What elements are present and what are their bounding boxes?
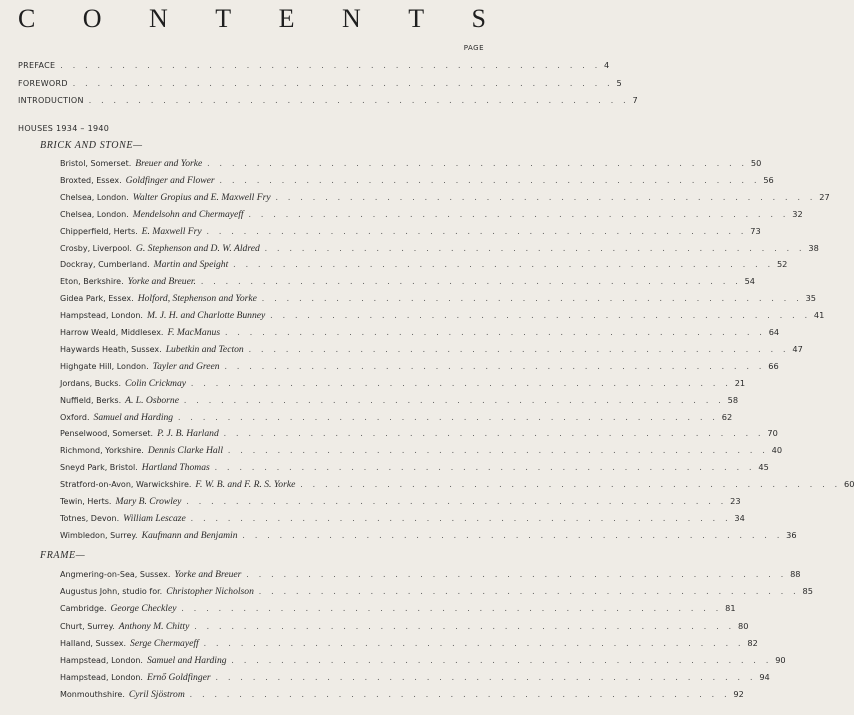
entry-place: Churt, Surrey. — [60, 621, 115, 631]
page-number: 47 — [792, 343, 803, 354]
entry-architect: Anthony M. Chitty — [118, 620, 190, 632]
page-number: 54 — [744, 276, 756, 287]
entry-architect: Kaufmann and Benjamin — [141, 529, 238, 541]
entry-place: Wimbledon, Surrey. — [60, 530, 138, 540]
page-number: 62 — [721, 411, 733, 422]
entry-architect: M. J. H. and Charlotte Bunney — [146, 310, 266, 322]
entry-place: Harrow Weald, Middlesex. — [60, 328, 164, 337]
entry-architect: G. Stephenson and D. W. Aldred — [135, 242, 260, 254]
entry-place: Chipperfield, Herts. — [60, 226, 138, 236]
entry-place: Hampstead, London. — [60, 311, 143, 321]
entry-architect: William Lescaze — [123, 512, 186, 524]
leader-dots: . . . . . . . . . . . . . . . . . . . . . . . . . . . . . . . . . . . . . . . . . . . . — [247, 345, 789, 354]
leader-dots: . . . . . . . . . . . . . . . . . . . . . . . . . . . . . . . . . . . . . . . . . . . . — [299, 481, 841, 490]
entry-architect: Serge Chermayeff — [130, 637, 199, 649]
page-number: 80 — [737, 620, 749, 631]
contents-entry — [60, 601, 736, 615]
page-number: 73 — [750, 225, 761, 236]
contents-entry — [60, 443, 783, 457]
entry-architect: Hartland Thomas — [141, 462, 210, 474]
contents-entry — [60, 670, 770, 684]
page-number: 5 — [616, 77, 623, 88]
contents-entry — [60, 342, 803, 356]
title-letter: T — [215, 4, 232, 33]
entry-architect: E. Maxwell Fry — [141, 225, 202, 237]
houses-heading: HOUSES 1934 – 1940 — [18, 124, 110, 133]
page-number: 41 — [813, 310, 825, 321]
contents-entry — [60, 308, 825, 322]
contents-entry — [60, 376, 746, 390]
entry-architect: Samuel and Harding — [93, 411, 174, 423]
entry-place: Richmond, Yorkshire. — [60, 446, 144, 456]
entry-architect: Tayler and Green — [152, 360, 220, 372]
page-number: 70 — [767, 428, 778, 439]
leader-dots: . . . . . . . . . . . . . . . . . . . . . . . . . . . . . . . . . . . . . . . . . . . . — [206, 160, 747, 168]
page-number: 56 — [763, 174, 774, 185]
entry-architect: Samuel and Harding — [146, 655, 227, 666]
page-number: 85 — [802, 586, 813, 597]
entry-place: Bristol, Somerset. — [60, 159, 132, 168]
contents-entry — [60, 224, 761, 238]
front-matter-row — [18, 76, 623, 90]
page-number: 64 — [768, 327, 780, 337]
entry-place: Augustus John, studio for. — [60, 587, 163, 597]
title-letter: T — [408, 4, 425, 33]
leader-dots: . . . . . . . . . . . . . . . . . . . . . . . . . . . . . . . . . . . . . . . . . . . . — [274, 193, 816, 202]
entry-place: Highgate Hill, London. — [60, 361, 149, 371]
page-number: 34 — [734, 512, 745, 523]
front-matter-label: INTRODUCTION — [18, 96, 84, 105]
leader-dots: . . . . . . . . . . . . . . . . . . . . . . . . . . . . . . . . . . . . . . . . . . . . — [245, 571, 787, 579]
contents-entry — [60, 460, 769, 474]
front-matter-label: PREFACE — [18, 61, 56, 70]
front-matter-row — [18, 93, 638, 107]
entry-architect: Goldfinger and Flower — [125, 174, 215, 186]
leader-dots: . . . . . . . . . . . . . . . . . . . . . . . . . . . . . . . . . . . . . . . . . . . . — [188, 691, 730, 700]
contents-entry — [60, 257, 788, 271]
leader-dots: . . . . . . . . . . . . . . . . . . . . . . . . . . . . . . . . . . . . . . . . . . . . — [260, 295, 802, 304]
entry-place: Tewin, Herts. — [60, 497, 112, 506]
contents-entry — [60, 190, 830, 204]
leader-dots: . . . . . . . . . . . . . . . . . . . . . . . . . . . . . . . . . . . . . . . . . . . . — [223, 362, 765, 371]
entry-architect: Dennis Clarke Hall — [147, 445, 224, 457]
leader-dots: . . . . . . . . . . . . . . . . . . . . . . . . . . . . . . . . . . . . . . . . . . . . — [193, 622, 734, 631]
entry-place: Chelsea, London. — [60, 192, 129, 202]
page-number: 38 — [808, 242, 819, 253]
contents-entry — [60, 393, 739, 407]
entry-place: Totnes, Devon. — [60, 513, 120, 523]
entry-place: Haywards Heath, Sussex. — [60, 344, 162, 354]
page-number: 94 — [759, 672, 770, 683]
page-number: 45 — [758, 462, 769, 473]
leader-dots: . . . . . . . . . . . . . . . . . . . . . . . . . . . . . . . . . . . . . . . . . . . . — [214, 674, 756, 683]
contents-entry — [60, 636, 758, 650]
page-number: 90 — [775, 655, 786, 665]
entry-place: Stratford-on-Avon, Warwickshire. — [60, 480, 192, 490]
title-letter: N — [341, 4, 361, 33]
page-number: 36 — [786, 529, 797, 540]
leader-dots: . . . . . . . . . . . . . . . . . . . . . . . . . . . . . . . . . . . . . . . . . . . . — [59, 62, 601, 70]
page-number: 7 — [632, 95, 638, 105]
leader-dots: . . . . . . . . . . . . . . . . . . . . . . . . . . . . . . . . . . . . . . . . . . . . — [189, 514, 731, 523]
entry-place: Crosby, Liverpool. — [60, 243, 132, 253]
contents-entry — [60, 477, 854, 491]
title-letter: N — [149, 4, 168, 33]
brick-and-stone-heading: BRICK AND STONE— — [40, 140, 143, 151]
contents-entry — [60, 291, 816, 305]
page-number: 58 — [727, 394, 739, 405]
page-number: 35 — [805, 293, 816, 304]
entry-architect: Breuer and Yorke — [135, 158, 203, 169]
entry-architect: Christopher Nicholson — [166, 586, 254, 598]
entry-architect: Holford, Stephenson and Yorke — [137, 293, 257, 305]
page-title — [18, 4, 486, 34]
page-number: 81 — [725, 603, 736, 614]
frame-heading: FRAME— — [40, 550, 86, 561]
entry-place: Halland, Sussex. — [60, 638, 127, 648]
leader-dots: . . . . . . . . . . . . . . . . . . . . . . . . . . . . . . . . . . . . . . . . . . . . — [199, 278, 741, 287]
contents-entry — [60, 511, 745, 525]
leader-dots: . . . . . . . . . . . . . . . . . . . . . . . . . . . . . . . . . . . . . . . . . . . . — [87, 97, 629, 105]
page-number: 92 — [733, 689, 744, 700]
entry-architect: Mendelsohn and Chermayeff — [132, 208, 244, 220]
entry-place: Dockray, Cumberland. — [60, 260, 150, 270]
front-matter-label: FOREWORD — [18, 78, 68, 88]
page-number: 52 — [776, 259, 788, 270]
entry-place: Gidea Park, Essex. — [60, 294, 134, 304]
entry-place: Nuffield, Berks. — [60, 395, 122, 405]
entry-place: Eton, Berkshire. — [60, 277, 124, 287]
entry-architect: P. J. B. Harland — [157, 428, 219, 440]
page-number: 66 — [768, 360, 779, 371]
title-letter: O — [82, 4, 102, 33]
page-number: 4 — [604, 60, 610, 70]
leader-dots: . . . . . . . . . . . . . . . . . . . . . . . . . . . . . . . . . . . . . . . . . . . . — [247, 210, 789, 219]
contents-entry — [60, 156, 762, 170]
contents-entry — [60, 619, 749, 633]
entry-architect: Cyril Sjöstrom — [128, 689, 185, 701]
entry-place: Penselwood, Somerset. — [60, 429, 154, 439]
contents-entry — [60, 528, 797, 542]
page-number: 21 — [734, 377, 746, 388]
contents-entry — [60, 274, 756, 288]
entry-architect: F. W. B. and F. R. S. Yorke — [195, 479, 296, 491]
title-letter: S — [471, 4, 486, 33]
entry-architect: Yorke and Breuer. — [127, 276, 196, 288]
leader-dots: . . . . . . . . . . . . . . . . . . . . . . . . . . . . . . . . . . . . . . . . . . . . — [180, 605, 722, 614]
entry-place: Oxford. — [60, 412, 90, 422]
entry-place: Cambridge. — [60, 604, 107, 614]
entry-architect: Ernő Goldfinger — [146, 672, 211, 684]
page-number: 40 — [771, 445, 783, 456]
entry-place: Chelsea, London. — [60, 209, 129, 219]
entry-place: Monmouthshire. — [60, 690, 125, 700]
contents-entry — [60, 426, 778, 440]
front-matter-row — [18, 58, 610, 72]
contents-entry — [60, 653, 786, 667]
entry-architect: Colin Crickmay — [125, 377, 187, 389]
entry-place: Hampstead, London. — [60, 673, 143, 683]
page-column-label: PAGE — [463, 44, 484, 52]
entry-architect: Mary B. Crowley — [115, 496, 182, 507]
contents-entry — [60, 173, 774, 187]
entry-place: Angmering-on-Sea, Sussex. — [60, 570, 171, 579]
page-number: 50 — [750, 158, 762, 168]
contents-entry — [60, 207, 803, 221]
leader-dots: . . . . . . . . . . . . . . . . . . . . . . . . . . . . . . . . . . . . . . . . . . . . — [185, 498, 727, 506]
leader-dots: . . . . . . . . . . . . . . . . . . . . . . . . . . . . . . . . . . . . . . . . . . . . — [227, 447, 768, 456]
entry-architect: Martin and Speight — [153, 259, 229, 271]
leader-dots: . . . . . . . . . . . . . . . . . . . . . . . . . . . . . . . . . . . . . . . . . . . . — [182, 396, 724, 405]
page-number: 60 — [844, 479, 854, 490]
contents-entry — [60, 325, 780, 339]
leader-dots: . . . . . . . . . . . . . . . . . . . . . . . . . . . . . . . . . . . . . . . . . . . . — [222, 430, 764, 439]
leader-dots: . . . . . . . . . . . . . . . . . . . . . . . . . . . . . . . . . . . . . . . . . . . . — [213, 464, 755, 473]
contents-entry — [60, 494, 741, 508]
leader-dots: . . . . . . . . . . . . . . . . . . . . . . . . . . . . . . . . . . . . . . . . . . . . — [202, 639, 744, 648]
contents-entry — [60, 241, 819, 255]
entry-architect: George Checkley — [110, 603, 177, 615]
entry-architect: Walter Gropius and E. Maxwell Fry — [132, 191, 271, 203]
entry-architect: Yorke and Breuer — [174, 569, 242, 580]
entry-architect: A. L. Osborne — [125, 394, 179, 406]
leader-dots: . . . . . . . . . . . . . . . . . . . . . . . . . . . . . . . . . . . . . . . . . . . . — [190, 379, 731, 388]
leader-dots: . . . . . . . . . . . . . . . . . . . . . . . . . . . . . . . . . . . . . . . . . . . . — [205, 227, 747, 236]
page-number: 23 — [730, 496, 741, 506]
entry-architect: F. MacManus — [167, 327, 221, 338]
leader-dots: . . . . . . . . . . . . . . . . . . . . . . . . . . . . . . . . . . . . . . . . . . . . — [263, 244, 805, 253]
leader-dots: . . . . . . . . . . . . . . . . . . . . . . . . . . . . . . . . . . . . . . . . . . . . — [224, 329, 765, 337]
entry-architect: Lubetkin and Tecton — [165, 343, 244, 355]
contents-entry — [60, 584, 813, 598]
leader-dots: . . . . . . . . . . . . . . . . . . . . . . . . . . . . . . . . . . . . . . . . . . . . — [269, 312, 810, 321]
leader-dots: . . . . . . . . . . . . . . . . . . . . . . . . . . . . . . . . . . . . . . . . . . . . — [230, 657, 772, 665]
page-number: 32 — [792, 208, 803, 219]
title-letter: C — [18, 4, 36, 33]
contents-entry — [60, 567, 801, 581]
page-number: 27 — [819, 191, 830, 202]
page-number: 82 — [747, 637, 758, 648]
leader-dots: . . . . . . . . . . . . . . . . . . . . . . . . . . . . . . . . . . . . . . . . . . . . — [257, 588, 799, 597]
leader-dots: . . . . . . . . . . . . . . . . . . . . . . . . . . . . . . . . . . . . . . . . . . . . — [177, 413, 718, 422]
leader-dots: . . . . . . . . . . . . . . . . . . . . . . . . . . . . . . . . . . . . . . . . . . . . — [241, 531, 783, 540]
contents-entry — [60, 410, 733, 424]
page-number: 88 — [790, 569, 801, 579]
contents-entry — [60, 359, 779, 373]
leader-dots: . . . . . . . . . . . . . . . . . . . . . . . . . . . . . . . . . . . . . . . . . . . . — [218, 176, 760, 185]
entry-place: Sneyd Park, Bristol. — [60, 463, 138, 473]
title-letter: E — [278, 4, 295, 33]
leader-dots: . . . . . . . . . . . . . . . . . . . . . . . . . . . . . . . . . . . . . . . . . . . . — [232, 261, 773, 270]
entry-place: Hampstead, London. — [60, 656, 143, 665]
leader-dots: . . . . . . . . . . . . . . . . . . . . . . . . . . . . . . . . . . . . . . . . . . . . — [71, 79, 613, 88]
entry-place: Jordans, Bucks. — [60, 378, 122, 388]
entry-place: Broxted, Essex. — [60, 175, 122, 185]
contents-entry — [60, 687, 744, 701]
